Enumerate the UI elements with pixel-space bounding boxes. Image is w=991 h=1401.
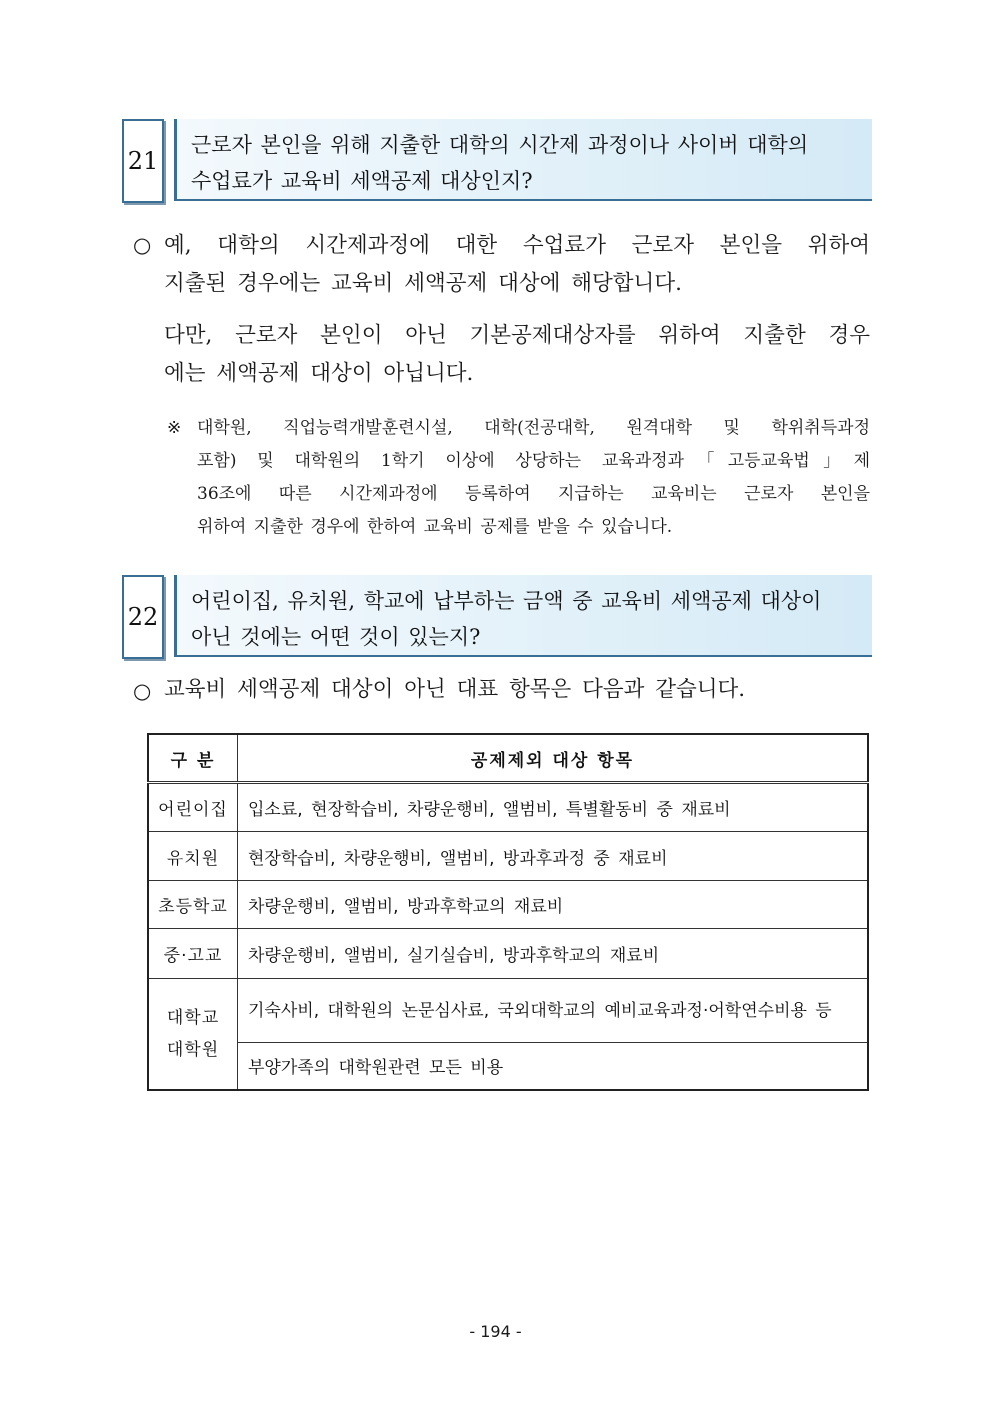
note-paragraph	[197, 412, 870, 544]
answer-21-line2: 지출된 경우에는 교육비 세액공제 대상에 해당합니다.	[164, 271, 682, 296]
answer-21-paragraph	[164, 227, 870, 303]
table-row	[148, 979, 868, 1043]
table-row	[148, 881, 868, 929]
row-items: 현장학습비, 차량운행비, 앨범비, 방과후과정 중 재료비	[238, 832, 869, 881]
answer-21-bullet: ○	[133, 233, 152, 257]
row-items: 기숙사비, 대학원의 논문심사료, 국외대학교의 예비교육과정·어학연수비용 등	[238, 979, 869, 1043]
answer-21-line1: 예, 대학의 시간제과정에 대한 수업료가 근로자 본인을 위하여	[164, 233, 870, 258]
category-university: 대학교	[166, 1007, 220, 1028]
row-items: 부양가족의 대학원관련 모든 비용	[238, 1043, 869, 1090]
note-line2: 포함) 및 대학원의 1학기 이상에 상당하는 교육과정과「고등교육법」제	[197, 451, 870, 471]
row-category: 어린이집	[148, 783, 238, 832]
table-row	[148, 783, 868, 832]
note-line4: 위하여 지출한 경우에 한하여 교육비 공제를 받을 수 있습니다.	[197, 517, 673, 537]
question-21-box	[174, 119, 872, 201]
table-row	[148, 929, 868, 979]
row-items: 입소료, 현장학습비, 차량운행비, 앨범비, 특별활동비 중 재료비	[238, 783, 869, 832]
exclusion-table	[147, 733, 869, 1091]
table-row	[148, 1043, 868, 1090]
answer-22-line1: 교육비 세액공제 대상이 아닌 대표 항목은 다음과 같습니다.	[164, 677, 746, 702]
note-line1: 대학원, 직업능력개발훈련시설, 대학(전공대학, 원격대학 및 학위취득과정	[197, 418, 870, 438]
answer-22-bullet: ○	[133, 679, 152, 703]
question-21-line1: 근로자 본인을 위해 지출한 대학의 시간제 과정이나 사이버 대학의	[191, 133, 809, 157]
row-category-university	[148, 979, 238, 1090]
question-22-line1: 어린이집, 유치원, 학교에 납부하는 금액 중 교육비 세액공제 대상이	[191, 589, 822, 613]
table-row	[148, 832, 868, 881]
answer-21-2-line1: 다만, 근로자 본인이 아닌 기본공제대상자를 위하여 지출한 경우	[164, 323, 870, 348]
note-line3: 36조에 따른 시간제과정에 등록하여 지급하는 교육비는 근로자 본인을	[197, 484, 870, 504]
question-21-line2: 수업료가 교육비 세액공제 대상인지?	[191, 169, 533, 193]
row-category: 유치원	[148, 832, 238, 881]
row-category: 중·고교	[148, 929, 238, 979]
note-mark: ※	[167, 418, 182, 438]
question-22-line2: 아닌 것에는 어떤 것이 있는지?	[191, 625, 481, 649]
category-graduate: 대학원	[166, 1039, 220, 1060]
header-category: 구 분	[148, 734, 238, 783]
row-category: 초등학교	[148, 881, 238, 929]
question-number-22: 22	[122, 575, 164, 659]
question-number-21: 21	[122, 119, 164, 203]
question-22-box	[174, 575, 872, 657]
row-items: 차량운행비, 앨범비, 방과후학교의 재료비	[238, 881, 869, 929]
table-header-row	[148, 734, 868, 783]
answer-21-paragraph2	[164, 317, 870, 393]
row-items: 차량운행비, 앨범비, 실기실습비, 방과후학교의 재료비	[238, 929, 869, 979]
header-items: 공제제외 대상 항목	[238, 734, 869, 783]
page-number: - 194 -	[469, 1322, 522, 1341]
answer-21-2-line2: 에는 세액공제 대상이 아닙니다.	[164, 361, 474, 386]
